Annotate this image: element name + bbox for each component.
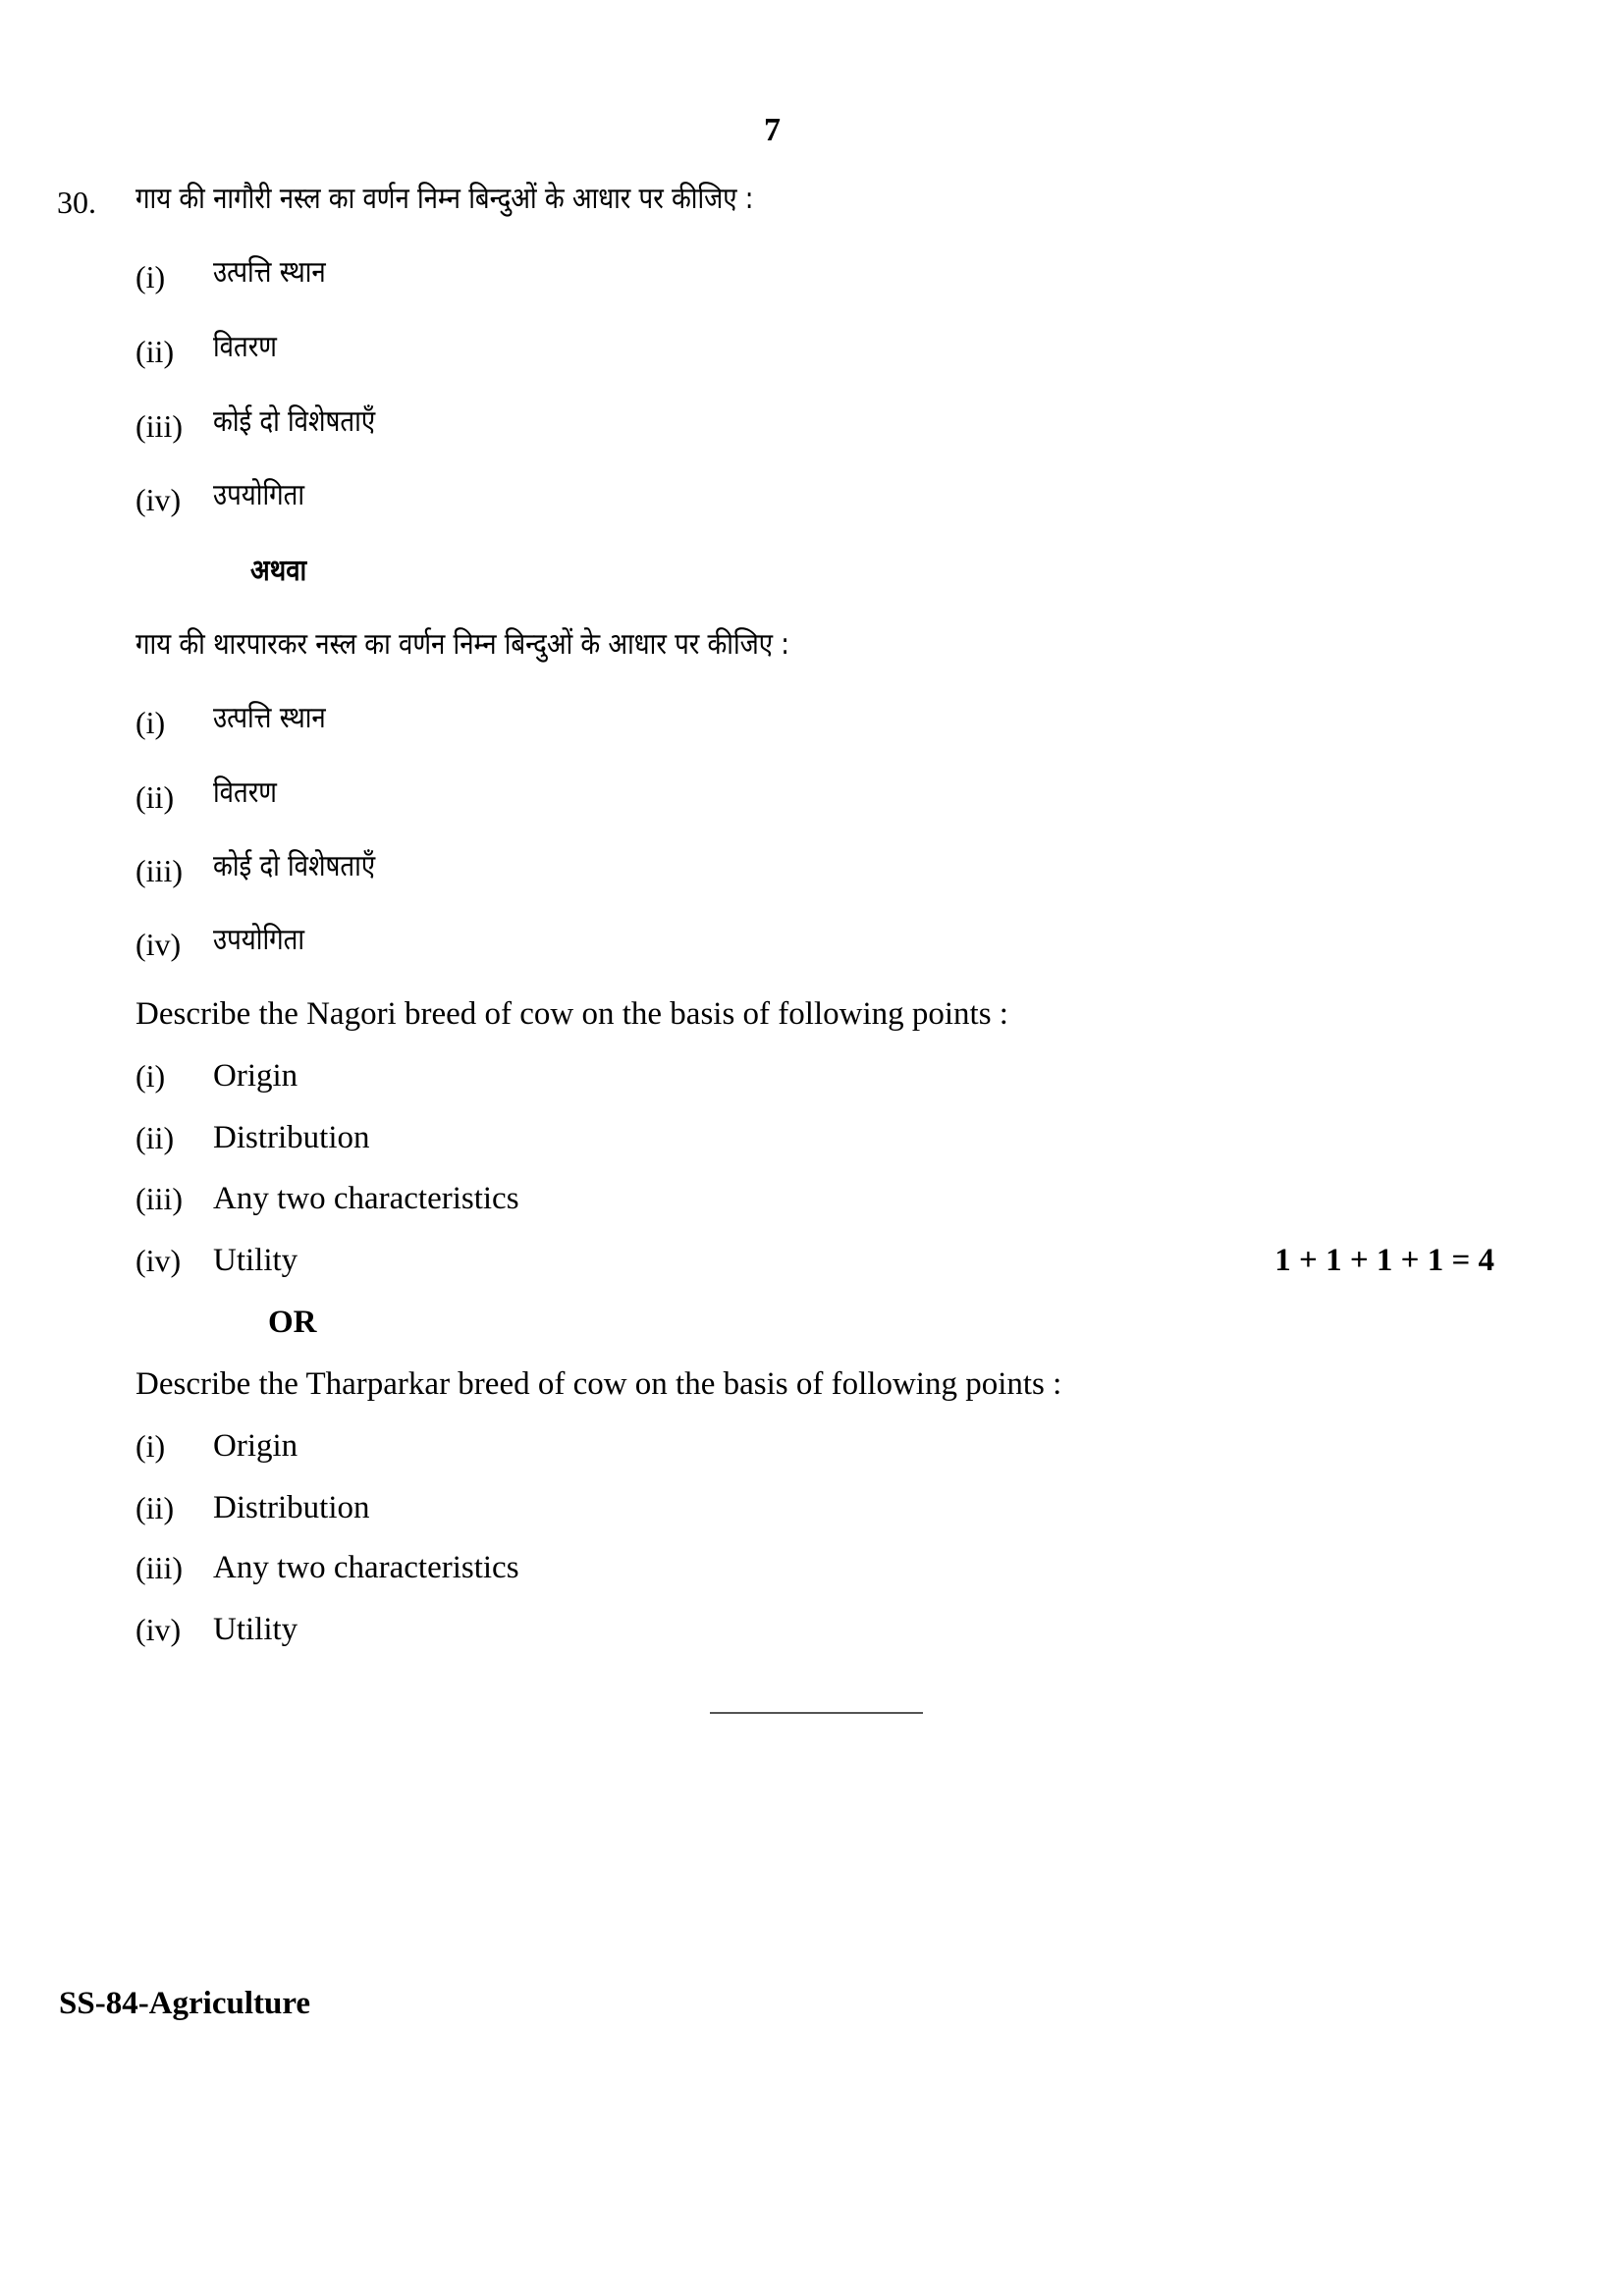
- hindi-item-text: उत्पत्ति स्थान: [213, 255, 326, 290]
- english-item-label: (i): [135, 1428, 166, 1464]
- hindi-item-label: (iii): [135, 408, 183, 444]
- english-item-text: Utility: [213, 1612, 298, 1647]
- english-or-label: OR: [268, 1305, 317, 1340]
- english-item-text: Origin: [213, 1428, 298, 1464]
- english-item-text: Any two characteristics: [213, 1550, 519, 1585]
- english-prompt: Describe the Nagori breed of cow on the basis of following points :: [135, 996, 1008, 1032]
- hindi-prompt: गाय की नागौरी नस्ल का वर्णन निम्न बिन्दुओं के आधार पर कीजिए :: [135, 182, 754, 216]
- english-item-text: Utility: [213, 1243, 298, 1278]
- english-item-text: Distribution: [213, 1490, 370, 1525]
- english-alt-prompt: Describe the Tharparkar breed of cow on the basis of following points :: [135, 1366, 1062, 1402]
- english-item-label: (iii): [135, 1550, 183, 1585]
- english-item-label: (ii): [135, 1490, 175, 1525]
- hindi-item-text: उपयोगिता: [213, 923, 305, 957]
- question-number: 30.: [57, 185, 96, 220]
- end-rule-divider: [710, 1712, 923, 1714]
- hindi-item-label: (ii): [135, 779, 175, 815]
- english-item-label: (i): [135, 1058, 166, 1094]
- hindi-item-label: (i): [135, 705, 166, 740]
- english-item-label: (iii): [135, 1181, 183, 1216]
- english-item-text: Origin: [213, 1058, 298, 1094]
- english-item-text: Distribution: [213, 1120, 370, 1155]
- english-item-label: (ii): [135, 1120, 175, 1155]
- hindi-item-text: वितरण: [213, 330, 277, 364]
- hindi-item-label: (iv): [135, 482, 182, 517]
- hindi-item-text: वितरण: [213, 775, 277, 810]
- page-number: 7: [764, 112, 781, 148]
- footer-paper-code: SS-84-Agriculture: [59, 1986, 311, 2021]
- english-item-label: (iv): [135, 1243, 182, 1278]
- hindi-or-label: अथवा: [250, 554, 307, 588]
- english-item-text: Any two characteristics: [213, 1181, 519, 1216]
- hindi-item-text: उपयोगिता: [213, 478, 305, 512]
- hindi-item-label: (iv): [135, 927, 182, 962]
- hindi-item-label: (iii): [135, 853, 183, 888]
- hindi-item-label: (ii): [135, 334, 175, 369]
- hindi-item-label: (i): [135, 259, 166, 294]
- english-item-label: (iv): [135, 1612, 182, 1647]
- marks-allocation: 1 + 1 + 1 + 1 = 4: [1274, 1243, 1494, 1278]
- hindi-alt-prompt: गाय की थारपारकर नस्ल का वर्णन निम्न बिन्दुओं के आधार पर कीजिए :: [135, 627, 789, 662]
- hindi-item-text: कोई दो विशेषताएँ: [213, 404, 376, 439]
- hindi-item-text: उत्पत्ति स्थान: [213, 701, 326, 735]
- hindi-item-text: कोई दो विशेषताएँ: [213, 849, 376, 883]
